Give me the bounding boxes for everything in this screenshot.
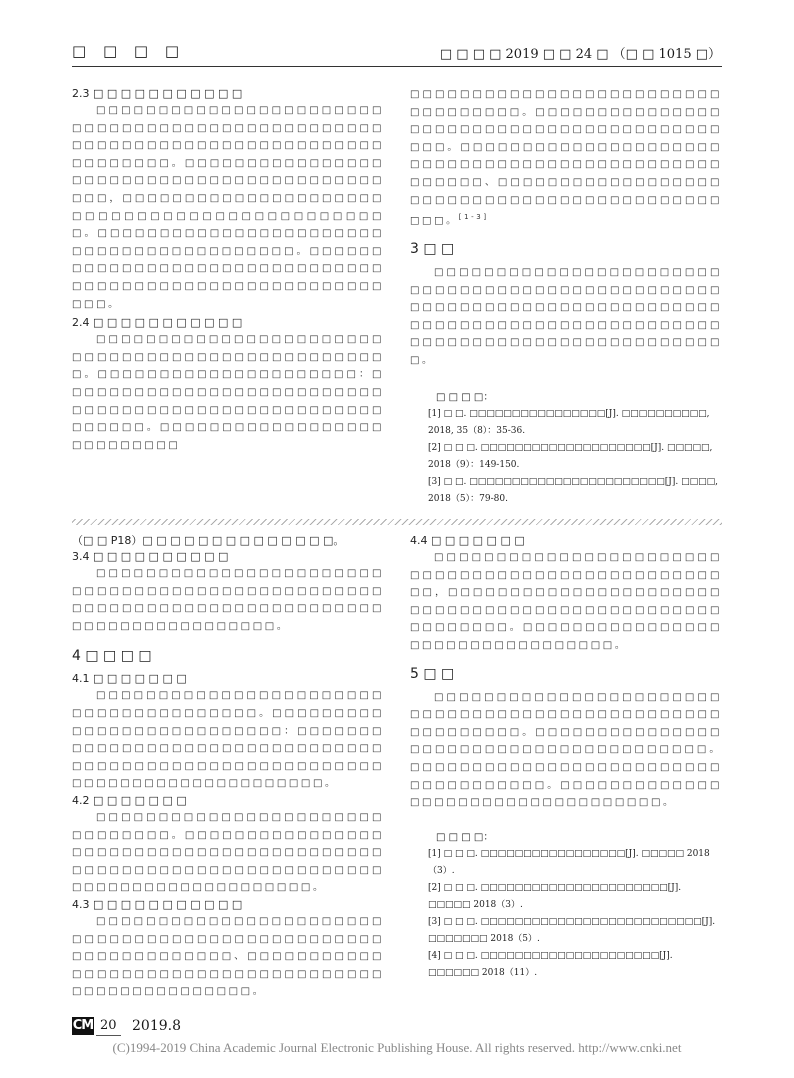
paragraph-text: □□□□□□□□□□□□□□□□□□□□□□□□□□□□□□□□□□。□□□□□□□□□□□□□□□□□□□□□□□□□□□□□□□□□□□□□□□□□□□。□□□□□□□□□□□□□□□□□□□□□□□□□□□□□□□□□□□□□□□□□□□□□□□□□□□□、□□□□□□□□□□□□□□□□□□□□□□□□□□□□□□□□□□□□□□□□□□□□□□。 [410, 89, 722, 227]
copyright-notice: (C)1994-2019 China Academic Journal Electronic Publishing House. All rights reserved. http://www.cnki.net [112, 1040, 682, 1055]
reference-item: [3] □ □. □□□□□□□□□□□□□□□□□□□□□□□[J]. □□□□, 2018（5）：79-80. [428, 476, 719, 504]
references-title: □ □ □ □： [436, 391, 494, 403]
issue-date: 2019.8 [132, 1018, 181, 1034]
section-heading-3-4: 3.4 □ □ □ □ □ □ □ □ □ □ [72, 550, 229, 563]
column-top-left [72, 86, 384, 454]
journal-name: □ □ □ □ [72, 42, 185, 60]
section-heading-2-4: 2.4 □ □ □ □ □ □ □ □ □ □ □ [72, 316, 243, 330]
section-heading-5: 5 □ □ [410, 665, 455, 682]
paragraph: □□□□□□□□□□□□□□□□□□□□□□□□□□□□□□□□□□□□□□□□□□□□□□□□□□□□□□□□□□□□□□□□□□□□□□□□□□□□□□□□□□□□□□□□□□□□□□□□□□□□□□□□□□□□□□□□□□□□□□□□□□□□。 [410, 267, 722, 367]
paragraph: □□□□□□□□□□□□□□□□□□□□□□□□□□□□□□□□□□□□□□□□□□□□□□□□□□□□□□□□□□□□□□□□□□□□□□□□□□□□□□□□□。□□□□□□□□□□□□□□□□□□□□□□□□□□□□□□□□□□□□□□□□□□□□，□□□□□□□□□□□□□□□□□□□□□□□□□□□□□□□□□□□□□□□□□□□□□□。□□□□□□□□□□□□□□□□□□□□□□□□□□□□□□□□□□□□□□□□□。□□□□□□□□□□□□□□□□□□□□□□□□□□□□□□□□□□□□□□□□□□□□□□□□□□□□□□□□□□□。 [72, 105, 384, 310]
reference-item: [1] □ □ □. □□□□□□□□□□□□□□□□□[J]. □□□□□ 2018（3）. [428, 848, 710, 876]
section-heading-3: 3 □ □ [410, 241, 455, 258]
journal-logo: CM [72, 1018, 94, 1033]
page-number: 20 [96, 1017, 121, 1036]
section-divider [72, 519, 722, 525]
section-heading-4-3: 4.3 □ □ □ □ □ □ □ □ □ □ □ [72, 897, 243, 911]
paragraph [410, 86, 722, 230]
paragraph: □□□□□□□□□□□□□□□□□□□□□□□□□□□□□□□□□□□□□□。□□□□□□□□□□□□□□□□□□□□□□□□□□：□□□□□□□□□□□□□□□□□□□□□□□□□□□□□□□□□□□□□□□□□□□□□□□□□□□□□□□□□□□□□□□□□□□□□□□□□□□□□□。 [72, 690, 384, 790]
reference-item: [2] □ □ □. □□□□□□□□□□□□□□□□□□□□□□[J]. □□□□□ 2018（3）. [428, 882, 682, 910]
reference-item: [4] □ □ □. □□□□□□□□□□□□□□□□□□□□□[J]. □□□□□□ 2018（11）. [428, 950, 673, 978]
section-heading-4-4: 4.4 □ □ □ □ □ □ □ [410, 534, 525, 547]
issue-info: □ □ □ □ 2019 □ □ 24 □ （□ □ 1015 □） [439, 47, 721, 62]
paragraph: □□□□□□□□□□□□□□□□□□□□□□□□□□□□□□□□□□□□□□□□□□□□□□□□□□，□□□□□□□□□□□□□□□□□□□□□□□□□□□□□□□□□□□□□□□□□□□□□□□□□□□□□□□。□□□□□□□□□□□□□□□□□□□□□□□□□□□□□□□□□。 [410, 552, 722, 651]
column-bottom-left [72, 533, 384, 1001]
paragraph: □□□□□□□□□□□□□□□□□□□□□□□□□□□□□□□□□□□□□□□□□□□□□□□□□□□□□□□□□。□□□□□□□□□□□□□□□□□□□□□□□□□□□□□□□□□□□□□□□。□□□□□□□□□□□□□□□□□□□□□□□□□□□□□□□□□□□□。□□□□□□□□□□□□□□□□□□□□□□□□□□□□□□□□□□。 [410, 691, 722, 809]
reference-item: [1] □ □. □□□□□□□□□□□□□□□□[J]. □□□□□□□□□□, 2018, 35（8）：35-36. [428, 408, 710, 436]
reference-item: [2] □ □ □. □□□□□□□□□□□□□□□□□□□□[J]. □□□□□, 2018（9）：149-150. [428, 442, 713, 470]
paragraph: □□□□□□□□□□□□□□□□□□□□□□□□□□□□□□□□□□□□□□□□□□□□□□□□□□□□□□□□□□□□□□□□□□□□□□□□□□□□□□□□□□□□□□□□□□。 [72, 568, 384, 632]
references-title: □ □ □ □： [436, 831, 494, 843]
section-heading-4-2: 4.2 □ □ □ □ □ □ □ [72, 793, 187, 807]
section-heading-2-3: 2.3 □ □ □ □ □ □ □ □ □ □ □ [72, 87, 243, 100]
citation-mark: [1-3] [458, 213, 489, 222]
column-bottom-right [410, 533, 722, 982]
paragraph: □□□□□□□□□□□□□□□□□□□□□□□□□□□□□□□□□□□□□□□□□□□□□□□□□。□□□□□□□□□□□□□□□□□□□□□：□□□□□□□□□□□□□□□□□□□□□□□□□□□□□□□□□□□□□□□□□□□□□□□□□□□□□□□□□。□□□□□□□□□□□□□□□□□□□□□□□□□□□ [72, 334, 384, 451]
header-rule [72, 66, 722, 67]
section-heading-4-1: 4.1 □ □ □ □ □ □ □ [72, 672, 187, 686]
paragraph: □□□□□□□□□□□□□□□□□□□□□□□□□□□□□□□。□□□□□□□□□□□□□□□□□□□□□□□□□□□□□□□□□□□□□□□□□□□□□□□□□□□□□□□□□□□□□□□□□□□□□□□□□□□□□□□□□□□□□□。 [72, 811, 384, 894]
section-heading-4: 4 □ □ □ □ [72, 648, 152, 665]
reference-item: [3] □ □ □. □□□□□□□□□□□□□□□□□□□□□□□□□□[J]. □□□□□□□ 2018（5）. [428, 916, 716, 944]
column-top-right [410, 86, 722, 508]
continued-note: （□ □ P18）□ □ □ □ □ □ □ □ □ □ □ □ □ □。 [72, 534, 345, 547]
paragraph: □□□□□□□□□□□□□□□□□□□□□□□□□□□□□□□□□□□□□□□□□□□□□□□□□□□□□□□□□□□□□、□□□□□□□□□□□□□□□□□□□□□□□□□□□□□□□□□□□□□□□□□□□□□□□□□□□。 [72, 915, 384, 998]
